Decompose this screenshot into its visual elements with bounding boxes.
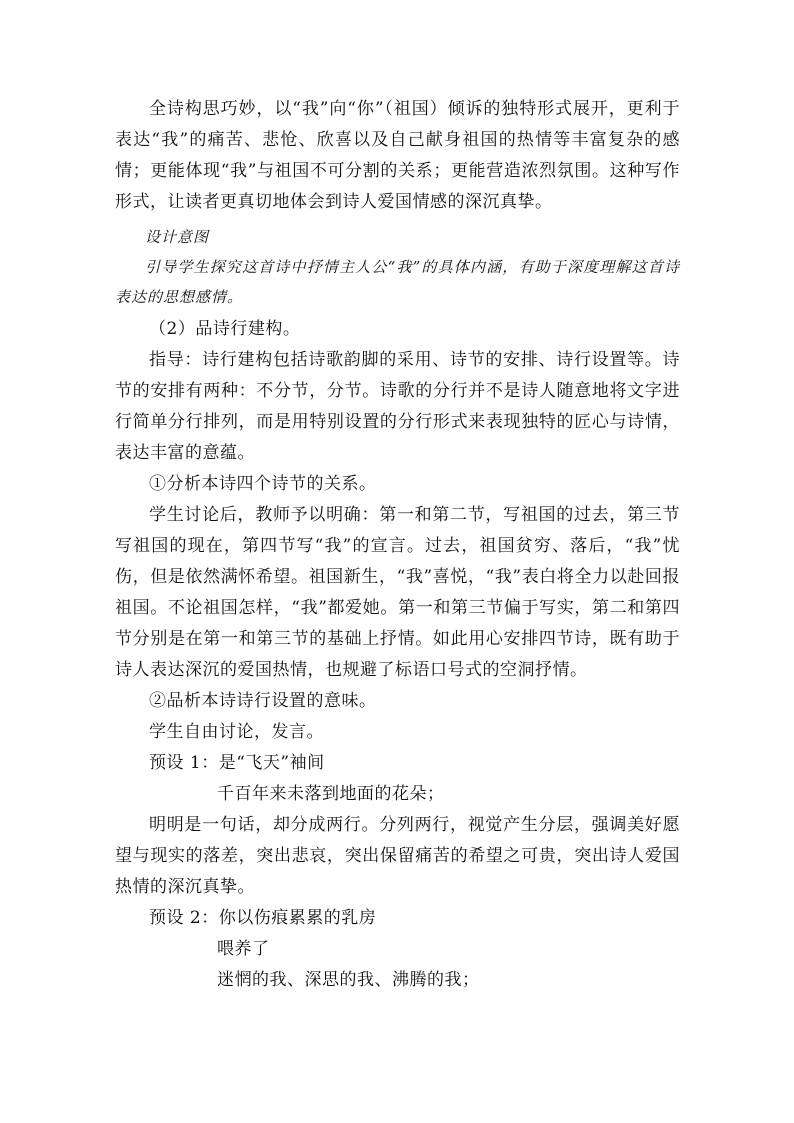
item-1-heading: ①分析本诗四个诗节的关系。 (149, 474, 377, 494)
preset-1-poem-line: 千百年来未落到地面的花朵； (217, 784, 445, 804)
paragraph-text: 全诗构思巧妙，以“我”向“你”（祖国）倾诉的独特形式展开，更利于表达“我”的痛苦、悲怆、欣喜以及自己献身祖国的热情等丰富复杂的感情；更能体现“我”与祖国不可分割的关系；更能营造浓烈氛围。这种写作形式，让读者更真切地体会到诗人爱国情感的深沉真挚。 (115, 99, 680, 212)
guidance-paragraph: 指导：诗行建构包括诗歌韵脚的采用、诗节的安排、诗行设置等。诗节的安排有两种：不分节，分节。诗歌的分行并不是诗人随意地将文字进行简单分行排列，而是用特别设置的分行形式来表现独特的匠心与诗情，表达丰富的意蕴。 (115, 350, 680, 463)
design-intent-section (115, 222, 680, 312)
section-2-heading: （2）品诗行建构。 (149, 319, 301, 339)
design-intent-heading: 设计意图 (145, 228, 210, 246)
section-2-block (115, 314, 680, 996)
preset-1-analysis: 明明是一句话，却分成两行。分列两行，视觉产生分层，强调美好愿望与现实的落差，突出悲哀，突出保留痛苦的希望之可贵，突出诗人爱国热情的深沉真挚。 (115, 815, 680, 897)
preset-2-poem-line-2: 喂养了 (217, 939, 270, 959)
item-1-paragraph: 学生讨论后，教师予以明确：第一和第二节，写祖国的过去，第三节写祖国的现在，第四节写“我”的宣言。过去，祖国贫穷、落后，“我”忧伤，但是依然满怀希望。祖国新生，“我”喜悦，“我”表白将全力以赴回报祖国。不论祖国怎样，“我”都爱她。第一和第三节偏于写实，第二和第四节分别是在第一和第三节的基础上抒情。如此用心安排四节诗，既有助于诗人表达深沉的爱国热情，也规避了标语口号式的空洞抒情。 (115, 505, 680, 680)
preset-1-label: 预设 1：是“飞天”袖间 (149, 753, 325, 773)
item-2-heading: ②品析本诗诗行设置的意味。 (149, 691, 377, 711)
preset-2-poem-line-3: 迷惘的我、深思的我、沸腾的我； (217, 970, 480, 990)
item-2-paragraph: 学生自由讨论，发言。 (149, 722, 324, 742)
paragraph-structure-analysis (115, 94, 680, 218)
design-intent-text: 引导学生探究这首诗中抒情主人公“我”的具体内涵，有助于深度理解这首诗表达的思想感情。 (115, 258, 680, 306)
preset-2-label: 预设 2：你以伤痕累累的乳房 (149, 908, 377, 928)
